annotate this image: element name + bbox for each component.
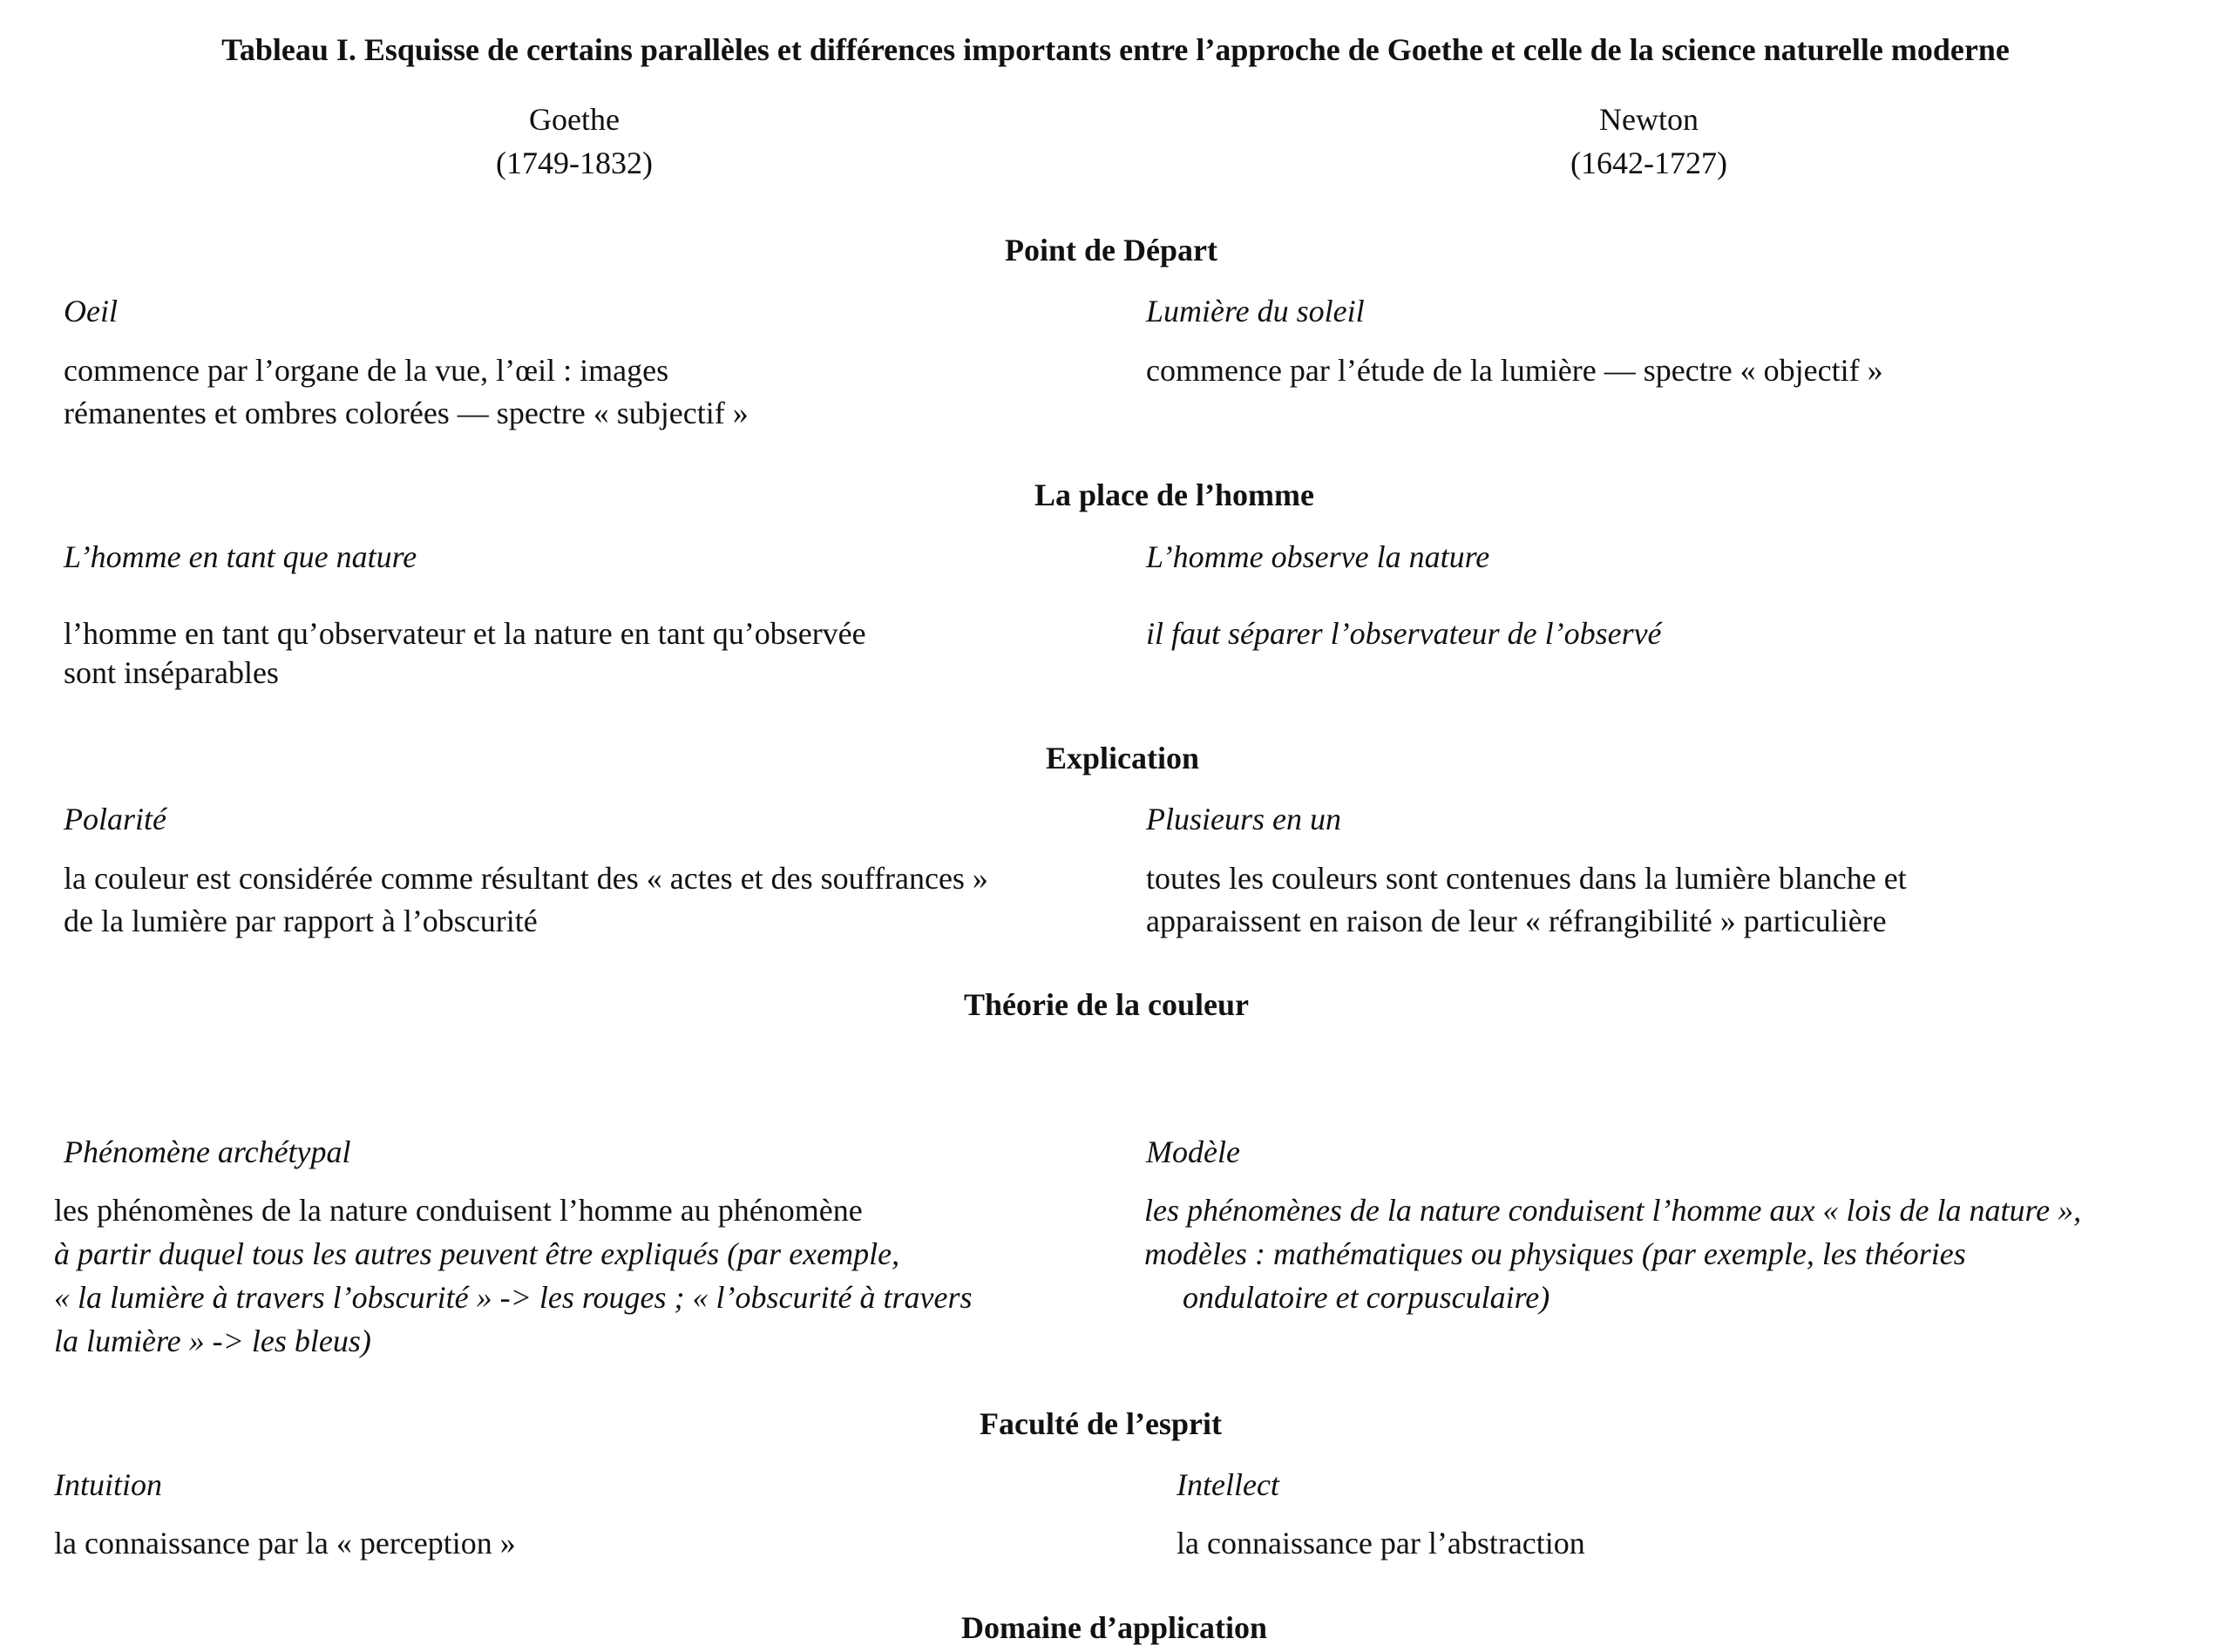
section-heading: Point de Départ — [1005, 233, 1217, 267]
goethe-text-line: rémanentes et ombres colorées — spectre « subjectif » — [64, 396, 749, 430]
newton-text-line: il faut séparer l’observateur de l’observé — [1146, 616, 1662, 651]
section-heading: Théorie de la couleur — [964, 987, 1249, 1022]
newton-label: Modèle — [1146, 1134, 1240, 1169]
goethe-text-line: la couleur est considérée comme résultant des « actes et des souffrances » — [64, 861, 988, 896]
newton-label: Intellect — [1177, 1467, 1279, 1502]
goethe-text-line: les phénomènes de la nature conduisent l’homme au phénomène — [54, 1193, 863, 1228]
section-heading: Explication — [1046, 741, 1200, 775]
newton-text-line: la connaissance par l’abstraction — [1177, 1526, 1585, 1561]
newton-name: Newton — [1599, 102, 1699, 137]
section-heading: Faculté de l’esprit — [980, 1406, 1222, 1441]
newton-text-line: les phénomènes de la nature conduisent l’homme aux « lois de la nature », — [1144, 1193, 2082, 1228]
goethe-label: Polarité — [64, 802, 166, 836]
newton-label: L’homme observe la nature — [1146, 539, 1490, 574]
goethe-name: Goethe — [529, 102, 620, 137]
table-title: Tableau I. Esquisse de certains parallèles et différences importants entre l’approche de Goethe et celle de la science naturelle moderne — [221, 32, 2010, 67]
newton-label: Plusieurs en un — [1146, 802, 1341, 836]
goethe-dates: (1749-1832) — [496, 146, 653, 180]
goethe-text-line: la connaissance par la « perception » — [54, 1526, 516, 1561]
newton-text-line: ondulatoire et corpusculaire) — [1183, 1280, 1550, 1315]
newton-text-line: toutes les couleurs sont contenues dans la lumière blanche et — [1146, 861, 1907, 896]
newton-text-line: apparaissent en raison de leur « réfrangibilité » particulière — [1146, 904, 1887, 938]
goethe-label: Intuition — [54, 1467, 162, 1502]
goethe-text-line: à partir duquel tous les autres peuvent être expliqués (par exemple, — [54, 1236, 900, 1271]
newton-label: Lumière du soleil — [1146, 294, 1365, 328]
section-heading: Domaine d’application — [961, 1610, 1268, 1645]
section-heading: La place de l’homme — [1034, 477, 1314, 512]
goethe-label: Oeil — [64, 294, 118, 328]
goethe-text-line: de la lumière par rapport à l’obscurité — [64, 904, 538, 938]
newton-text-line: commence par l’étude de la lumière — spectre « objectif » — [1146, 353, 1883, 388]
goethe-text-line: commence par l’organe de la vue, l’œil : images — [64, 353, 669, 388]
goethe-label: Phénomène archétypal — [64, 1134, 351, 1169]
goethe-text-line: « la lumière à travers l’obscurité » -> les rouges ; « l’obscurité à travers — [54, 1280, 973, 1315]
goethe-text-line: sont inséparables — [64, 655, 279, 690]
newton-dates: (1642-1727) — [1570, 146, 1727, 180]
goethe-text-line: l’homme en tant qu’observateur et la nature en tant qu’observée — [64, 616, 866, 651]
goethe-text-line: la lumière » -> les bleus) — [54, 1324, 371, 1358]
newton-text-line: modèles : mathématiques ou physiques (par exemple, les théories — [1144, 1236, 1966, 1271]
goethe-label: L’homme en tant que nature — [64, 539, 417, 574]
